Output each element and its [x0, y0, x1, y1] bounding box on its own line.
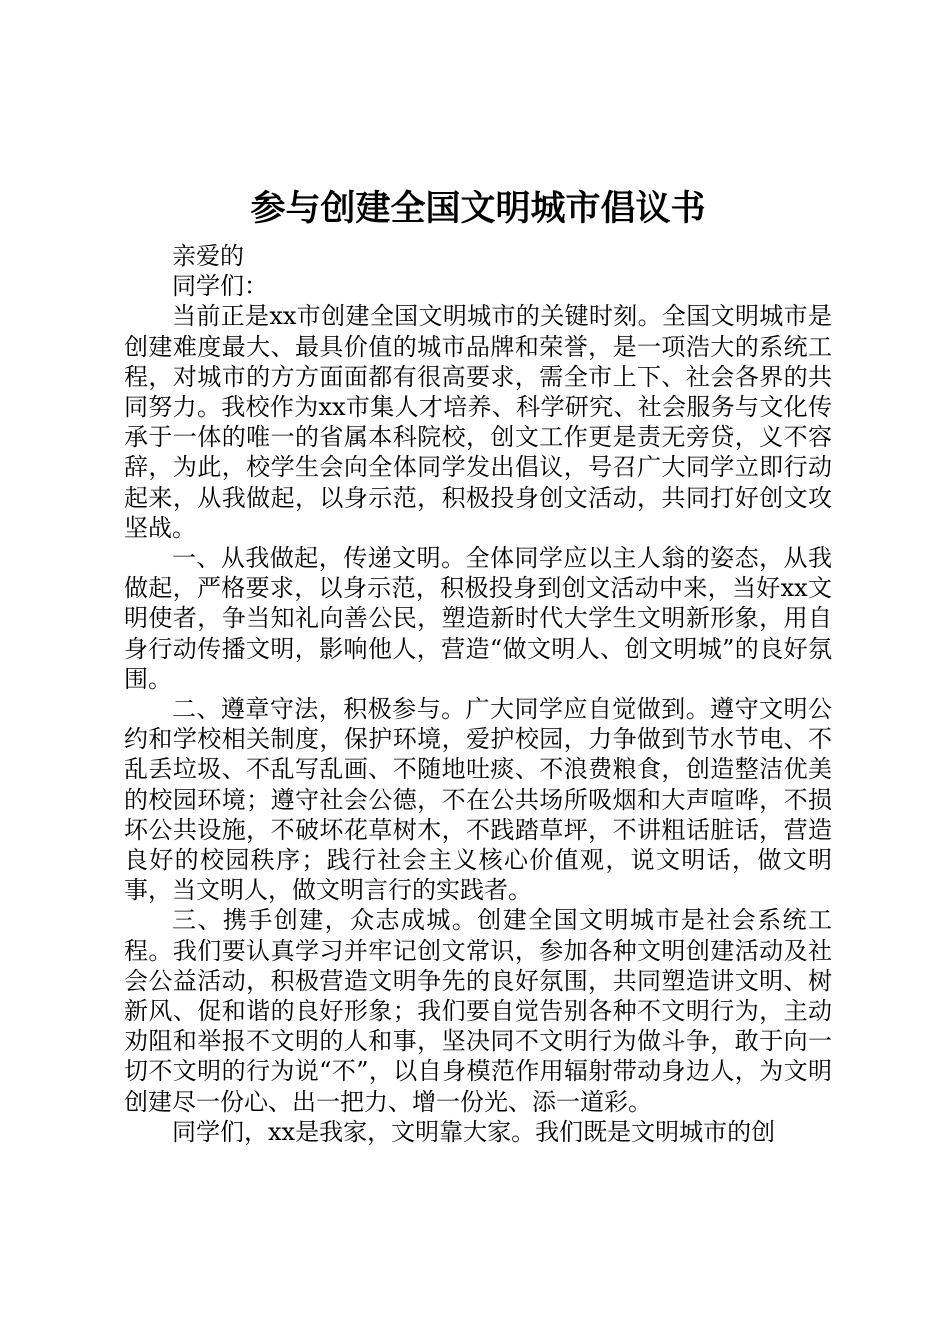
body-paragraph-point-3: 三、携手创建，众志成城。创建全国文明城市是社会系统工程。我们要认真学习并牢记创文常识，参加各种文明创建活动及社会公益活动，积极营造文明争先的良好氛围，共同塑造讲文明、树新风、促和谐的良好形象；我们要自觉告别各种不文明行为，主动劝阻和举报不文明的人和事，坚决同不文明行为做斗争，敢于向一切不文明的行为说“不”，以自身模范作用辐射带动身边人，为文明创建尽一份心、出一把力、增一份光、添一道彩。	[124, 906, 832, 1116]
document-page	[124, 183, 832, 1147]
salutation-line-1: 亲爱的	[172, 242, 244, 270]
body-paragraph-point-2: 二、遵章守法，积极参与。广大同学应自觉做到。遵守文明公约和学校相关制度，保护环境，爱护校园，力争做到节水节电、不乱丢垃圾、不乱写乱画、不随地吐痰、不浪费粮食，创造整洁优美的校园环境；遵守社会公德，不在公共场所吸烟和大声喧哗，不损坏公共设施，不破坏花草树木，不践踏草坪，不讲粗话脏话，营造良好的校园秩序；践行社会主义核心价值观，说文明话，做文明事，当文明人，做文明言行的实践者。	[124, 695, 832, 905]
salutation-line-2: 同学们：	[172, 272, 268, 301]
body-paragraph-closing: 同学们，xx是我家，文明靠大家。我们既是文明城市的创	[172, 1117, 776, 1146]
body-paragraph-point-1: 一、从我做起，传递文明。全体同学应以主人翁的姿态，从我做起，严格要求，以身示范，积极投身到创文活动中来，当好xx文明使者，争当知礼向善公民，塑造新时代大学生文明新形象，用自身行动传播文明，影响他人，营造“做文明人、创文明城”的良好氛围。	[124, 544, 832, 693]
body-paragraph-intro: 当前正是xx市创建全国文明城市的关键时刻。全国文明城市是创建难度最大、最具价值的城市品牌和荣誉，是一项浩大的系统工程，对城市的方方面面都有很高要求，需全市上下、社会各界的共同努力。我校作为xx市集人才培养、科学研究、社会服务与文化传承于一体的唯一的省属本科院校，创文工作更是责无旁贷，义不容辞，为此，校学生会向全体同学发出倡议，号召广大同学立即行动起来，从我做起，以身示范，积极投身创文活动，共同打好创文攻坚战。	[124, 302, 832, 542]
document-title: 参与创建全国文明城市倡议书	[250, 189, 706, 229]
